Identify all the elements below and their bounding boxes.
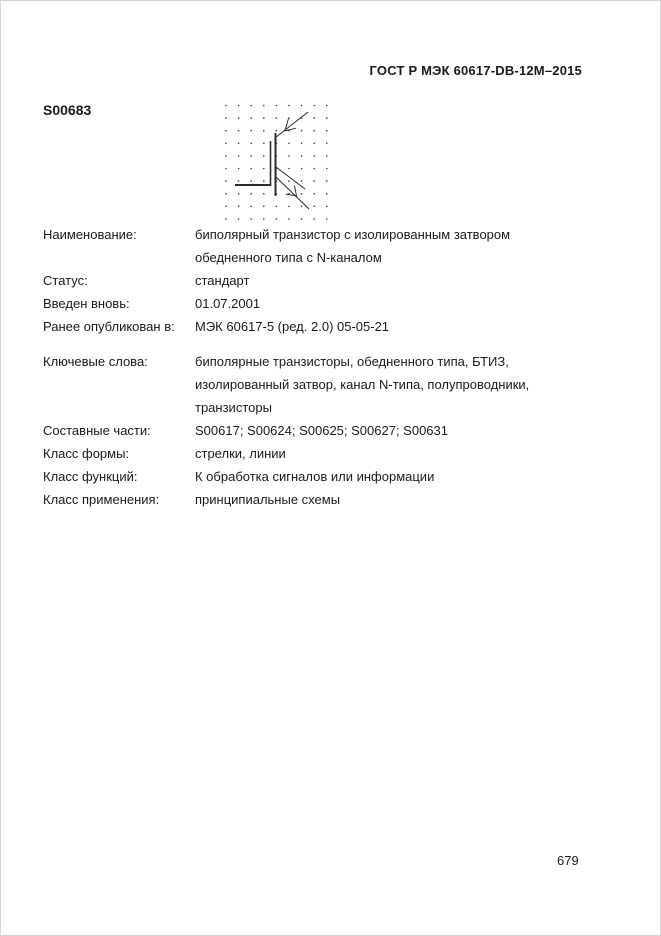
emitter-arrowhead <box>286 186 297 197</box>
field-value-line: транзисторы <box>195 400 272 415</box>
field-row <box>43 465 608 488</box>
field-row <box>43 315 608 338</box>
field-value <box>195 315 608 338</box>
field-row <box>43 442 608 465</box>
field-label: Класс применения: <box>43 492 160 507</box>
field-value-line: стрелки, линии <box>195 446 286 461</box>
middle-lead-line <box>276 167 305 189</box>
field-value-line: 01.07.2001 <box>195 296 261 311</box>
field-value-line: S00617; S00624; S00625; S00627; S00631 <box>195 423 448 438</box>
page-number: 679 <box>557 853 579 868</box>
field-value-line: принципиальные схемы <box>195 492 341 507</box>
field-label: Наименование: <box>43 227 137 242</box>
field-label: Статус: <box>43 273 88 288</box>
field-row <box>43 223 608 269</box>
field-value <box>195 488 608 511</box>
collector-lead-line <box>276 112 309 138</box>
field-label: Введен вновь: <box>43 296 130 311</box>
field-value <box>195 223 608 269</box>
field-row <box>43 350 608 419</box>
field-value-line: стандарт <box>195 273 250 288</box>
field-label: Класс функций: <box>43 469 138 484</box>
field-row <box>43 269 608 292</box>
field-value <box>195 292 608 315</box>
symbol-figure <box>221 100 333 226</box>
field-value-line: биполярный транзистор с изолированным затвором <box>195 227 511 242</box>
field-row <box>43 488 608 511</box>
field-value-line: К обработка сигналов или информации <box>195 469 435 484</box>
field-label: Ранее опубликован в: <box>43 319 175 334</box>
emitter-lead-line <box>276 177 309 209</box>
field-label: Класс формы: <box>43 446 130 461</box>
field-label: Составные части: <box>43 423 151 438</box>
field-row <box>43 292 608 315</box>
field-value <box>195 465 608 488</box>
field-row <box>43 419 608 442</box>
field-value-line: биполярные транзисторы, обедненного типа, БТИЗ, <box>195 354 509 369</box>
field-value-line: обедненного типа с N-каналом <box>195 250 382 265</box>
field-value <box>195 269 608 292</box>
fields-table <box>43 223 608 511</box>
field-value <box>195 442 608 465</box>
symbol-id: S00683 <box>43 102 92 118</box>
field-value-line: МЭК 60617-5 (ред. 2.0) 05-05-21 <box>195 319 390 334</box>
document-title: ГОСТ Р МЭК 60617-DB-12M–2015 <box>369 63 582 78</box>
field-value <box>195 350 608 419</box>
field-value-line: изолированный затвор, канал N-типа, полупроводники, <box>195 377 530 392</box>
field-label: Ключевые слова: <box>43 354 148 369</box>
igbt-symbol-icon <box>221 100 333 226</box>
field-value <box>195 419 608 442</box>
